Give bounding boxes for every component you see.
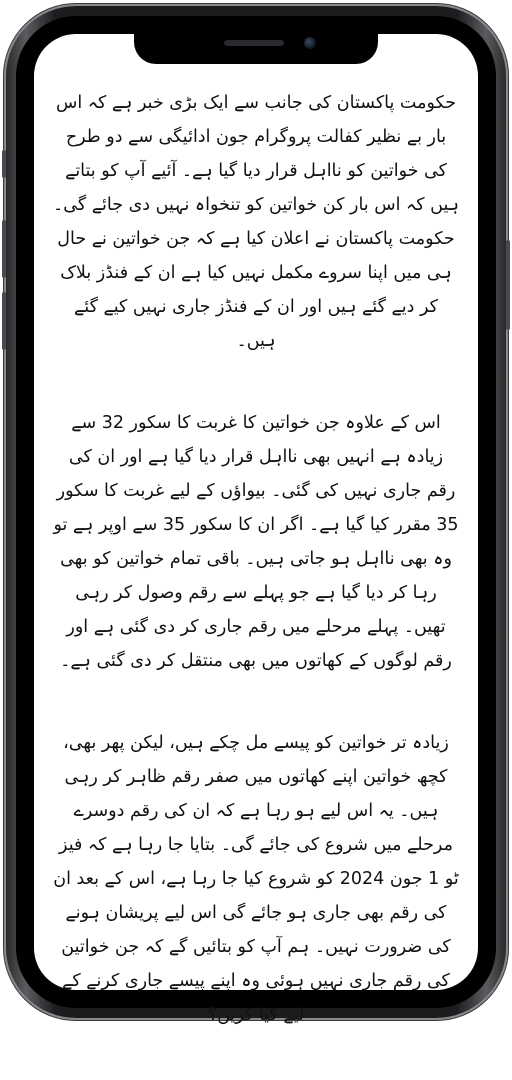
- mute-switch: [2, 150, 6, 178]
- camera-icon: [304, 37, 316, 49]
- article-paragraph: اس کے علاوہ جن خواتین کا غربت کا سکور 32 سے زیادہ ہے انہیں بھی نااہل قرار دیا گیا ہے اور ان کی رقم جاری نہیں کی گئی۔ بیواؤں کے لیے غربت کا سکور 35 مقرر کیا گیا ہے۔ اگر ان کا سکور 35 سے اوپر ہے تو وہ بھی نااہل ہو جاتی ہیں۔ باقی تمام خواتین کو بھی رہا کر دیا گیا ہے جو پہلے سے رقم وصول کر رہی تھیں۔ پہلے مرحلے میں رقم جاری کر دی گئی ہے اور رقم لوگوں کے کھاتوں میں بھی منتقل کر دی گئی ہے۔: [53, 413, 459, 671]
- phone-screen[interactable]: [34, 34, 478, 1025]
- power-button: [506, 240, 510, 330]
- volume-up-button: [2, 220, 6, 278]
- article-paragraph: حکومت پاکستان کی جانب سے ایک بڑی خبر ہے کہ اس بار بے نظیر کفالت پروگرام جون ادائیگی سے دو طرح کی خواتین کو نااہل قرار دیا گیا ہے۔ آئیے آپ کو بتاتے ہیں کہ اس بار کن خواتین کو تنخواہ نہیں دی جائے گی۔ حکومت پاکستان نے اعلان کیا ہے کہ جن خواتین نے حال ہی میں اپنا سروے مکمل نہیں کیا ہے ان کے فنڈز بلاک کر دیے گئے ہیں اور ان کے فنڈز جاری نہیں کیے گئے ہیں۔: [53, 93, 459, 351]
- volume-down-button: [2, 292, 6, 350]
- phone-notch: [134, 34, 378, 64]
- speaker-grille: [224, 40, 284, 46]
- article-body: [52, 86, 460, 1080]
- article-paragraph: زیادہ تر خواتین کو پیسے مل چکے ہیں، لیکن پھر بھی، کچھ خواتین اپنے کھاتوں میں صفر رقم ظاہر کر رہی ہیں۔ یہ اس لیے ہو رہا ہے کہ ان کی رقم دوسرے مرحلے میں شروع کی جائے گی۔ بتایا جا رہا ہے کہ فیز ٹو 1 جون 2024 کو شروع کیا جا رہا ہے، اس کے بعد ان کی رقم بھی جاری ہو جائے گی اس لیے پریشان ہونے کی ضرورت نہیں۔ ہم آپ کو بتائیں گے کہ جن خواتین کی رقم جاری نہیں ہوئی وہ اپنے پیسے جاری کرنے کے لیے کیا کریں؟: [53, 733, 459, 1025]
